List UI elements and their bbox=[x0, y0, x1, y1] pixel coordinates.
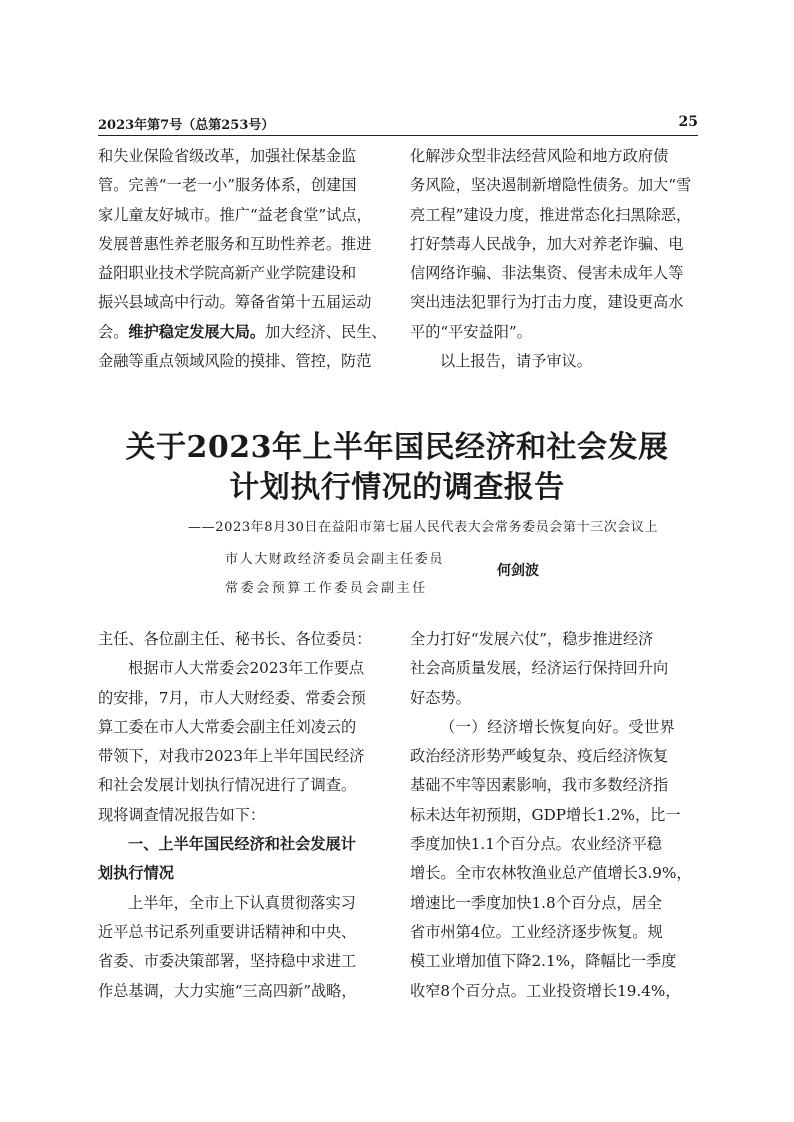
text-line: 省市州第4位。工业经济逐步恢复。规 bbox=[410, 922, 663, 941]
article-subtitle: ——2023年8月30日在益阳市第七届人民代表大会常务委员会第十三次会议上 bbox=[188, 520, 659, 535]
section-heading: 一、上半年国民经济和社会发展计 bbox=[128, 835, 356, 854]
text-line: 务风险，坚决遏制新增隐性债务。加大“雪 bbox=[410, 176, 692, 195]
text-line: 全力打好“发展六仗”，稳步推进经济 bbox=[410, 630, 654, 648]
author-position-1: 市人大财政经济委员会副主任委员 bbox=[225, 552, 445, 567]
text-line: 政治经济形势严峻复杂、疫后经济恢复 bbox=[410, 747, 669, 766]
text-line: 和失业保险省级改革，加强社保基金监 bbox=[98, 147, 357, 165]
body-right-column bbox=[410, 625, 698, 1006]
text-line: （一）经济增长恢复向好。受世界 bbox=[440, 717, 676, 736]
text-fragment: 会。 bbox=[98, 322, 129, 341]
text-line: 基础不牢等因素影响，我市多数经济指 bbox=[410, 776, 669, 795]
text-line: 振兴县域高中行动。筹备省第十五届运动 bbox=[98, 293, 372, 312]
text-line: 家儿童友好城市。推广“益老食堂”试点， bbox=[98, 205, 372, 224]
text-fragment: 加大经济、民生、 bbox=[265, 322, 387, 341]
text-line: 根据市人大常委会2023年工作要点 bbox=[128, 659, 365, 678]
text-line: 益阳职业技术学院高新产业学院建设和 bbox=[98, 264, 357, 283]
section-heading: 划执行情况 bbox=[98, 864, 174, 883]
text-line: 社会高质量发展，经济运行保持回升向 bbox=[410, 659, 669, 678]
text-line: 平的“平安益阳”。 bbox=[410, 322, 532, 341]
body-left-column bbox=[98, 625, 386, 1006]
text-line: 突出违法犯罪行为打击力度，建设更高水 bbox=[410, 293, 684, 312]
text-line: 和社会发展计划执行情况进行了调查。 bbox=[98, 776, 357, 795]
text-line: 的安排，7月，市人大财经委、常委会预 bbox=[98, 688, 366, 707]
text-line: 管。完善“一老一小”服务体系，创建国 bbox=[98, 176, 357, 195]
text-line: 增长。全市农林牧渔业总产值增长3.9%， bbox=[410, 864, 692, 883]
text-line: 算工委在市人大常委会副主任刘凌云的 bbox=[98, 717, 357, 736]
text-line: 标未达年初预期，GDP增长1.2%，比一 bbox=[410, 805, 681, 824]
text-line: 亮工程”建设力度，推进常态化扫黑除恶， bbox=[410, 205, 692, 224]
author-name: 何剑波 bbox=[497, 563, 539, 579]
text-line: 信网络诈骗、非法集资、侵害未成年人等 bbox=[410, 264, 684, 283]
article-title-line-2: 计划执行情况的调查报告 bbox=[229, 470, 565, 505]
author-position-2: 常委会预算工作委员会副主任 bbox=[225, 581, 428, 596]
bold-heading-inline: 维护稳定发展大局。 bbox=[128, 322, 266, 341]
salutation: 主任、各位副主任、秘书长、各位委员： bbox=[98, 630, 372, 648]
text-line: 金融等重点领域风险的摸排、管控，防范 bbox=[98, 352, 372, 371]
text-line: 化解涉众型非法经营风险和地方政府债 bbox=[410, 147, 669, 165]
page-number: 25 bbox=[678, 114, 698, 130]
issue-label: 2023年第7号（总第253号） bbox=[98, 118, 275, 133]
text-line-with-bold bbox=[98, 318, 386, 347]
text-line: 打好禁毒人民战争，加大对养老诈骗、电 bbox=[410, 234, 684, 253]
text-line: 季度加快1.1个百分点。农业经济平稳 bbox=[410, 835, 662, 854]
text-line: 模工业增加值下降2.1%，降幅比一季度 bbox=[410, 952, 677, 971]
header-divider bbox=[98, 135, 698, 136]
text-line: 省委、市委决策部署，坚持稳中求进工 bbox=[98, 952, 357, 971]
article-title-line-1: 关于2023年上半年国民经济和社会发展 bbox=[125, 430, 669, 465]
text-line: 近平总书记系列重要讲话精神和中央、 bbox=[98, 922, 357, 941]
text-line: 收窄8个百分点。工业投资增长19.4%， bbox=[410, 981, 681, 1000]
text-line: 现将调查情况报告如下： bbox=[98, 805, 266, 824]
text-line: 发展普惠性养老服务和互助性养老。推进 bbox=[98, 234, 372, 253]
closing-line: 以上报告，请予审议。 bbox=[440, 352, 592, 371]
top-right-column bbox=[410, 142, 698, 376]
running-header bbox=[98, 114, 698, 134]
top-left-column bbox=[98, 142, 386, 376]
text-line: 增速比一季度加快1.8个百分点，居全 bbox=[410, 893, 662, 912]
text-line: 好态势。 bbox=[410, 688, 471, 707]
text-line: 作总基调，大力实施“三高四新”战略， bbox=[98, 981, 357, 1000]
text-line: 上半年，全市上下认真贯彻落实习 bbox=[128, 893, 356, 912]
text-line: 带领下，对我市2023年上半年国民经济 bbox=[98, 747, 365, 766]
